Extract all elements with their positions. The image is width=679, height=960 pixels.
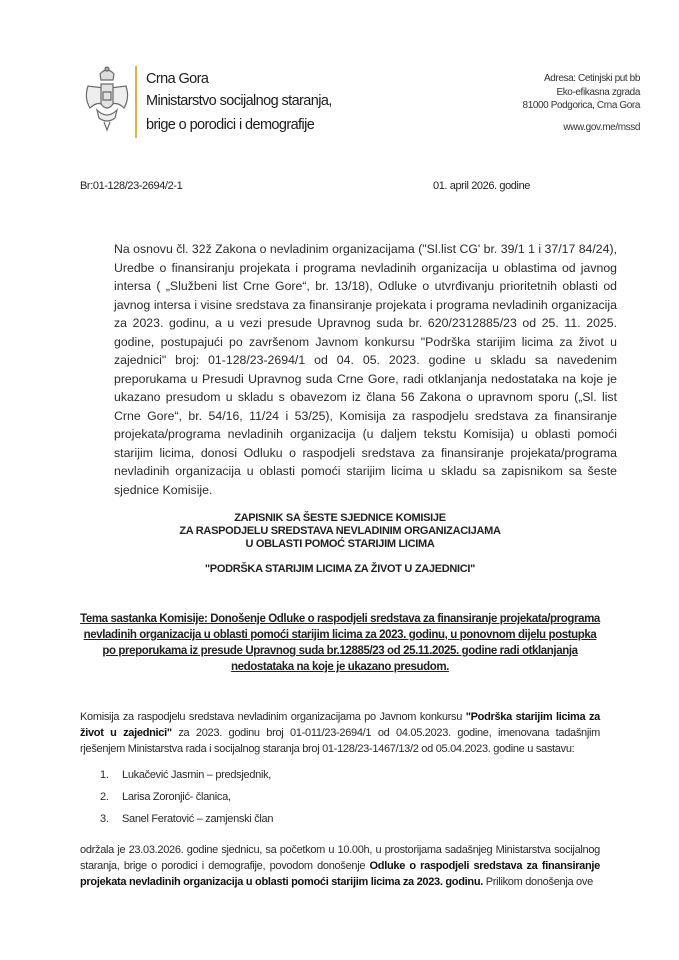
title-line-3: U OBLASTI POMOĆ STARIJIM LICIMA [245, 538, 435, 550]
paragraph-text: održala je 23.03.2026. godine sjednicu, sa početkom u 10.00h, u prostorijama sadašnjeg Ministarstva socijalnog staranja, brige o porodici i demografije, povodom donošenje [80, 844, 600, 872]
list-item [100, 764, 273, 786]
list-number: 2. [100, 791, 109, 803]
header-accent-bar [135, 66, 137, 138]
list-item [100, 786, 273, 808]
decision-name-bold: Odluke o raspodjeli sredstava za finansiranje projekata nevladinih organizacija u oblasti pomoći starijim licima za 2023. godinu. [80, 860, 600, 888]
address-block [523, 72, 640, 134]
member-name: Larisa Zoronjić- članica, [122, 791, 231, 803]
coat-of-arms-icon [82, 64, 132, 136]
document-title [80, 512, 600, 576]
list-item [100, 808, 273, 830]
org-country: Crna Gora [146, 71, 209, 87]
member-name: Lukačević Jasmin – predsjednik, [122, 769, 272, 781]
address-line-1: Adresa: Cetinjski put bb [543, 73, 640, 84]
title-line-1: ZAPISNIK SA ŠESTE SJEDNICE KOMISIJE [234, 512, 446, 524]
list-number: 1. [100, 769, 109, 781]
org-ministry-cont: brige o porodici i demografije [146, 117, 315, 133]
organization-name [146, 68, 332, 136]
program-name-bold: "Podrška starijim licima za život u zajednici" [80, 711, 600, 739]
address-line-3: 81000 Podgorica, Crna Gora [522, 100, 640, 111]
website-link[interactable]: www.gov.me/mssd [563, 121, 640, 133]
meeting-topic: Tema sastanka Komisije: Donošenje Odluke o raspodjeli sredstava za finansiranje projekata/programa nevladinih organizacija u oblasti pomoći starijim licima za 2023. godinu, u ponovnom dijelu postupka po preporukama iz presude Upravnog suda br.12885/23 od 25.11.2025. godine radi otklanjanja nedostataka na koje je ukazano presudom. [80, 613, 600, 673]
paragraph-text: za 2023. godinu broj 01-011/23-2694/1 od 04.05.2023. godine, imenovana tadašnjim rješenjem Ministarstva rada i socijalnog staranja broj 01-128/23-1467/13/2 od 05.04.2023. godine u sastavu: [80, 727, 600, 755]
reference-number: Br:01-128/23-2694/2-1 [80, 180, 183, 192]
title-line-2: ZA RASPODJELU SREDSTAVA NEVLADINIM ORGANIZACIJAMA [179, 525, 501, 537]
title-program-name: "PODRŠKA STARIJIM LICIMA ZA ŽIVOT U ZAJEDNICI" [204, 563, 476, 575]
org-ministry: Ministarstvo socijalnog staranja, [146, 93, 332, 109]
paragraph-text: Prilikom donošenja ove [483, 876, 593, 888]
members-list [100, 764, 273, 830]
member-name: Sanel Feratović – zamjenski član [122, 813, 274, 825]
intro-paragraph: Na osnovu čl. 32ž Zakona o nevladinim organizacijama ("Sl.list CG' br. 39/1 1 i 37/17 84/24), Uredbe o finansiranju projekata i programa nevladinih organizacija u oblastima od javnog intersa ( „Službeni list Crne Gore“, br. 13/18), Odluke o utvrđivanju prioritetnih oblasti od javnog intersa i visine sredstava za finansiranje projekata i programa nevladinih organizacija za 2023. godinu, a u vezi presude Upravnog suda br. 620/2312885/23 od 25. 11. 2025. godine, postupajući po završenom Javnom konkursu "Podrška starijim licima za život u zajednici" broj: 01-128/23-2694/1 od 04. 05. 2023. godine u skladu sa navedenim preporukama u Presudi Upravnog suda Crne Gore, radi otklanjanja nedostataka na koje je ukazano presudom u skladu s obavezom iz člana 56 Zakona o upravnom sporu („Sl. list Crne Gore“, br. 54/16, 11/24 i 53/25), Komisija za raspodjelu sredstava za finansiranje projekata/programa nevladinih organizacija (u daljem tekstu Komisija) u oblasti pomoći starijim licima, donosi Odluku o raspodjeli sredstava za finansiranje projekata/programa nevladinih organizacija u oblasti pomoći starijim licima u skladu sa zapisnikom sa šeste sjednice Komisije. [114, 242, 617, 497]
paragraph-text: Komisija za raspodjelu sredstava nevladinim organizacijama po Javnom konkursu [80, 711, 466, 723]
session-paragraph [80, 842, 600, 890]
commission-paragraph [80, 709, 600, 757]
address-line-2: Eko-efikasna zgrada [556, 86, 640, 98]
list-number: 3. [100, 813, 109, 825]
document-date: 01. april 2026. godine [433, 180, 531, 192]
